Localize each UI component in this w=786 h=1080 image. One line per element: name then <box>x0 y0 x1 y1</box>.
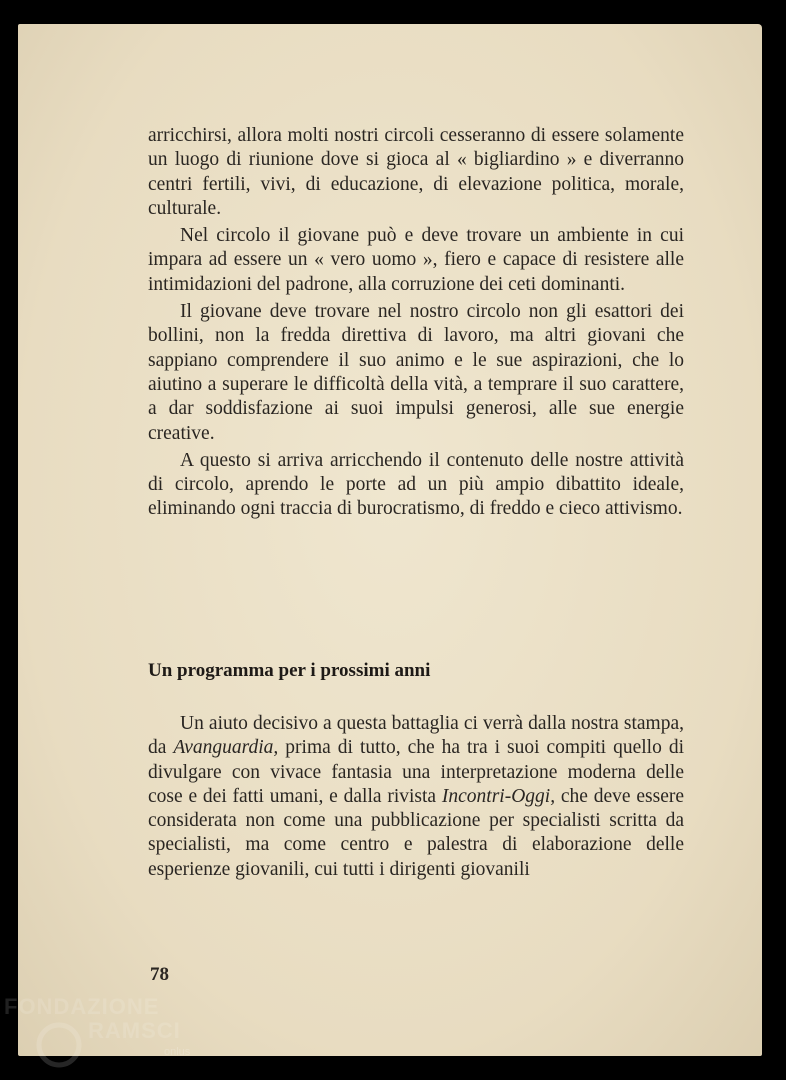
magazine-title: Avanguardia, <box>173 737 279 759</box>
paragraph-text: che deve essere considerata non come una pubblicazione per specialisti scritta da specialisti, ma come centro e palestra di elaborazione delle esperienze giovanili, cui tutti i dirigenti giovanili <box>148 785 684 880</box>
book-page <box>18 24 762 1056</box>
magazine-title: Incontri-Oggi, <box>441 785 556 807</box>
body-text <box>148 124 684 525</box>
paragraph: A questo si arriva arricchendo il contenuto delle nostre attività di circolo, aprendo le porte ad un più ampio dibattito ideale, eliminando ogni traccia di burocratismo, di freddo e cieco attivismo. <box>148 449 684 520</box>
watermark-suffix: onlus <box>164 1046 191 1058</box>
paragraph <box>148 712 684 882</box>
page-number: 78 <box>150 964 169 985</box>
paragraph-text: Un aiuto decisivo a questa battaglia ci verrà dalla nostra stampa, da <box>148 713 684 759</box>
paragraph: arricchirsi, allora molti nostri circoli cesseranno di essere solamente un luogo di riunione dove si gioca al « bigliardino » e diverranno centri fertili, vivi, di educazione, di elevazione politica, morale, culturale. <box>148 125 684 219</box>
paragraph: Nel circolo il giovane può e deve trovare un ambiente in cui impara ad essere un « vero uomo », fiero e capace di resistere alle intimidazioni del padrone, alla corruzione dei ceti dominanti. <box>148 225 684 295</box>
paragraph-text: prima di tutto, che ha tra i suoi compiti quello di divulgare con vivace fantasia una interpretazione moderna delle cose e dei fatti umani, e dalla rivista <box>148 737 684 807</box>
section-heading: Un programma per i prossimi anni <box>148 660 431 681</box>
section-body-text <box>148 712 684 885</box>
paragraph: Il giovane deve trovare nel nostro circolo non gli esattori dei bollini, non la fredda direttiva di lavoro, ma altri giovani che sappiano comprendere il suo animo e le sue aspirazioni, che lo aiutino a superare le difficoltà della vità, a temprare il suo carattere, a dar soddisfazione ai suoi impulsi generosi, alle sue energie creative. <box>148 301 684 444</box>
